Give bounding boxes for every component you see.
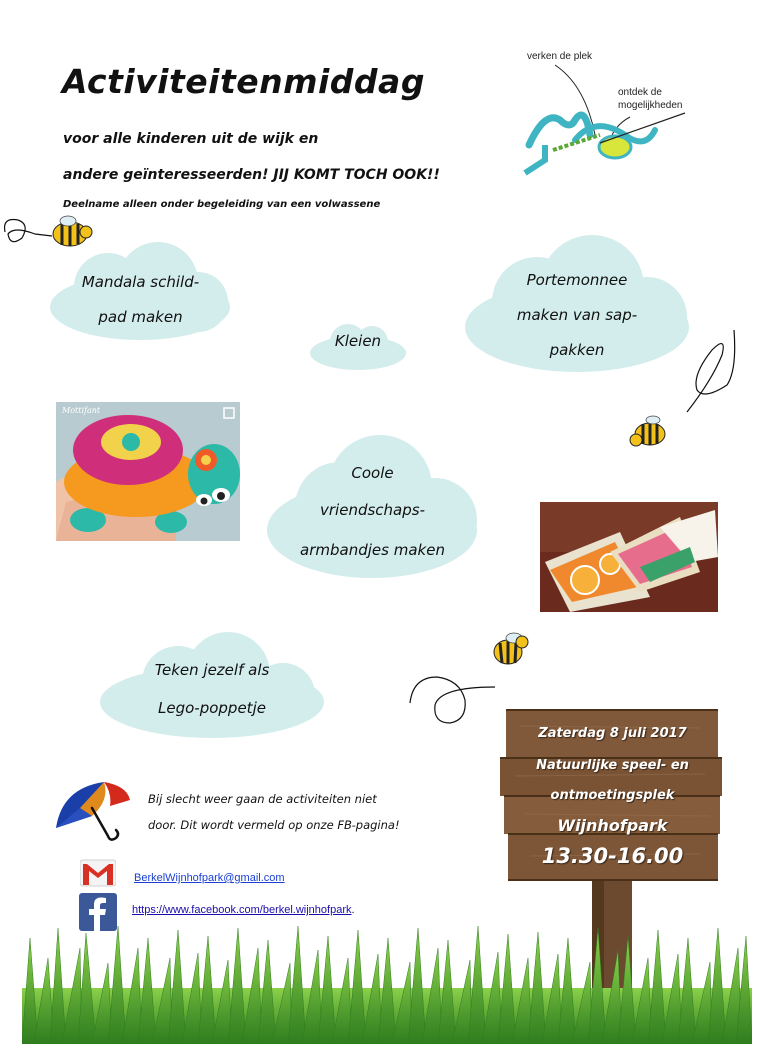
weather-line-1: Bij slecht weer gaan de activiteiten niet bbox=[148, 792, 377, 806]
bee-illustration-2 bbox=[628, 410, 670, 455]
sign-place-line-2: ontmoetingsplek bbox=[550, 788, 675, 803]
sign-place-line-1: Natuurlijke speel- en bbox=[536, 758, 689, 773]
kleien-label: Kleien bbox=[334, 332, 382, 350]
subtitle-line-2: andere geïnteresseerden! JIJ KOMT TOCH OOK!! bbox=[63, 167, 440, 183]
lego-line-1: Teken jezelf als bbox=[154, 661, 270, 679]
lego-line-2: Lego-poppetje bbox=[158, 699, 266, 717]
bracelet-line-1: Coole bbox=[351, 464, 394, 482]
participation-note: Deelname alleen onder begeleiding van een volwassene bbox=[63, 199, 381, 210]
activity-cloud-wallet bbox=[462, 232, 692, 382]
turtle-photo bbox=[56, 402, 240, 541]
wallet-photo bbox=[540, 502, 718, 612]
activity-cloud-lego bbox=[98, 630, 326, 742]
wallet-line-1: Portemonnee bbox=[526, 271, 628, 289]
bracelet-line-3: armbandjes maken bbox=[300, 541, 445, 559]
grass-border bbox=[22, 918, 752, 1044]
logo-label-explore: verken de plek bbox=[527, 51, 593, 62]
weather-line-2: door. Dit wordt vermeld op onze FB-pagina! bbox=[148, 818, 400, 832]
email-link[interactable]: BerkelWijnhofpark@gmail.com bbox=[134, 872, 285, 884]
facebook-line bbox=[132, 904, 355, 916]
page-title: Activiteitenmiddag bbox=[62, 62, 425, 101]
subtitle-line-1: voor alle kinderen uit de wijk en bbox=[63, 131, 319, 147]
sign-date: Zaterdag 8 juli 2017 bbox=[538, 726, 687, 741]
turtle-watermark: Mottifant bbox=[62, 406, 101, 415]
bracelet-line-2: vriendschaps- bbox=[320, 501, 425, 519]
gmail-icon bbox=[80, 859, 116, 887]
weather-notice bbox=[148, 786, 400, 838]
logo-graphic bbox=[515, 45, 745, 185]
wallet-line-3: pakken bbox=[549, 341, 605, 359]
sign-time: 13.30-16.00 bbox=[541, 844, 684, 868]
facebook-link[interactable]: https://www.facebook.com/berkel.wijnhofpark bbox=[132, 904, 352, 916]
curly-line-2 bbox=[405, 665, 500, 730]
logo bbox=[515, 45, 745, 185]
sign-park: Wijnhofpark bbox=[557, 816, 668, 835]
mandala-line-2: pad maken bbox=[98, 308, 183, 326]
umbrella-icon bbox=[52, 778, 134, 844]
activity-cloud-kleien bbox=[308, 318, 408, 373]
activity-cloud-bracelets bbox=[265, 432, 480, 584]
logo-label-discover-2: mogelijkheden bbox=[618, 100, 683, 111]
facebook-suffix: . bbox=[351, 904, 355, 916]
logo-label-discover-1: ontdek de bbox=[618, 87, 662, 98]
wallet-line-2: maken van sap- bbox=[516, 306, 638, 324]
activity-cloud-mandala bbox=[48, 242, 233, 347]
mandala-line-1: Mandala schild- bbox=[81, 273, 200, 291]
